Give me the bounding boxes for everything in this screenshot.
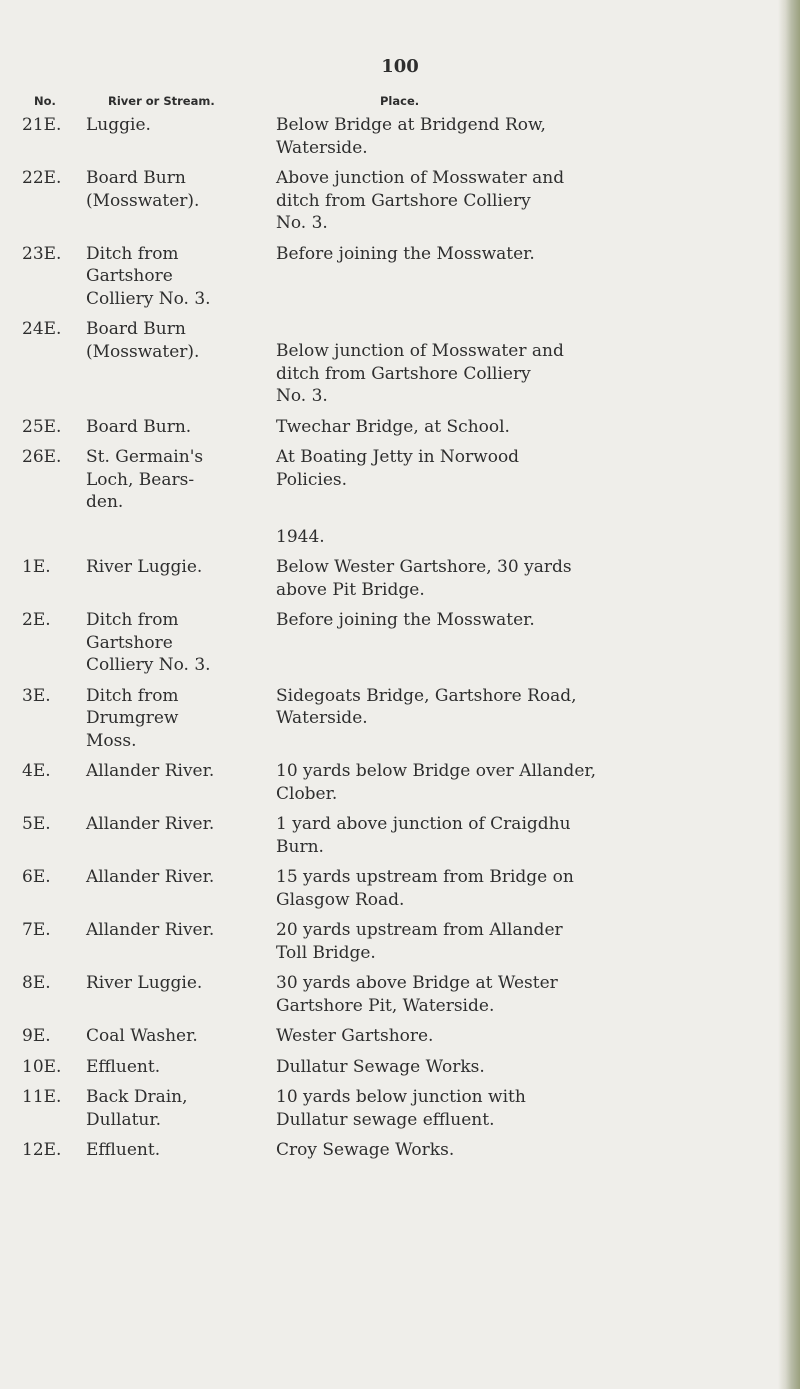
- row-place: 20 yards upstream from Allander Toll Bridge.: [276, 920, 563, 963]
- row-river: River Luggie.: [86, 973, 203, 993]
- row-number: 4E.: [22, 761, 51, 781]
- table-row: [0, 243, 780, 311]
- row-place: Sidegoats Bridge, Gartshore Road, Waterside.: [276, 685, 577, 728]
- row-river: Allander River.: [86, 920, 215, 940]
- row-number: 9E.: [22, 1026, 51, 1046]
- row-place: Dullatur Sewage Works.: [276, 1056, 485, 1077]
- row-number: 21E.: [22, 115, 62, 135]
- table-row: [0, 760, 780, 805]
- row-river: Effluent.: [86, 1056, 161, 1077]
- table-row: [0, 318, 780, 408]
- page-number: 100: [381, 56, 419, 77]
- table-row: [0, 1025, 780, 1048]
- row-number: 25E.: [22, 416, 62, 437]
- row-river: Luggie.: [86, 115, 151, 135]
- row-number: 7E.: [22, 920, 51, 940]
- row-river: St. Germain's Loch, Bears- den.: [86, 447, 204, 512]
- row-place: Below junction of Mosswater and ditch from Gartshore Colliery No. 3.: [276, 341, 564, 406]
- row-place: 30 yards above Bridge at Wester Gartshore Pit, Waterside.: [276, 973, 558, 1016]
- row-place: Before joining the Mosswater.: [276, 243, 535, 264]
- year-heading: 1944.: [276, 526, 325, 547]
- column-header-river: River or Stream.: [108, 94, 215, 108]
- row-river: Coal Washer.: [86, 1026, 198, 1046]
- row-number: 24E.: [22, 319, 62, 339]
- row-river: Board Burn (Mosswater).: [86, 319, 200, 362]
- table-row: [0, 1086, 780, 1131]
- row-number: 5E.: [22, 814, 51, 834]
- column-header-no: No.: [34, 94, 56, 108]
- row-number: 10E.: [22, 1056, 62, 1077]
- sampling-table: [0, 114, 780, 1162]
- row-place: At Boating Jetty in Norwood Policies.: [276, 447, 520, 490]
- row-number: 8E.: [22, 973, 51, 993]
- table-row: [0, 556, 780, 601]
- table-row: [0, 919, 780, 964]
- row-number: 23E.: [22, 243, 62, 264]
- row-place: Below Bridge at Bridgend Row, Waterside.: [276, 115, 546, 158]
- row-river: Board Burn.: [86, 416, 192, 437]
- row-river: Allander River.: [86, 761, 215, 781]
- row-place: Wester Gartshore.: [276, 1026, 434, 1046]
- row-river: Ditch from Gartshore Colliery No. 3.: [86, 610, 211, 675]
- row-river: Allander River.: [86, 814, 215, 834]
- row-number: 26E.: [22, 447, 62, 467]
- row-place: 10 yards below Bridge over Allander, Clober.: [276, 761, 597, 804]
- page-edge-shading: [778, 0, 800, 1389]
- row-number: 3E.: [22, 685, 51, 706]
- table-row: [0, 167, 780, 235]
- row-place: 10 yards below junction with Dullatur sewage effluent.: [276, 1087, 526, 1130]
- row-river: Board Burn (Mosswater).: [86, 168, 200, 211]
- row-river: Ditch from Gartshore Colliery No. 3.: [86, 243, 211, 309]
- row-number: 22E.: [22, 168, 62, 188]
- table-row: [0, 1139, 780, 1162]
- row-place: 15 yards upstream from Bridge on Glasgow Road.: [276, 867, 574, 910]
- row-place: Twechar Bridge, at School.: [276, 416, 510, 437]
- row-place: Croy Sewage Works.: [276, 1140, 455, 1160]
- row-number: 6E.: [22, 867, 51, 887]
- column-header-place: Place.: [380, 94, 420, 108]
- table-row: [0, 416, 780, 439]
- row-place: Below Wester Gartshore, 30 yards above Pit Bridge.: [276, 557, 572, 600]
- row-river: Allander River.: [86, 867, 215, 887]
- table-row: [0, 866, 780, 911]
- row-river: Ditch from Drumgrew Moss.: [86, 685, 179, 751]
- row-number: 1E.: [22, 557, 51, 577]
- table-row: [0, 1056, 780, 1079]
- row-place: Before joining the Mosswater.: [276, 610, 535, 630]
- row-river: Effluent.: [86, 1140, 161, 1160]
- table-row: [0, 813, 780, 858]
- table-row: [0, 609, 780, 677]
- row-river: River Luggie.: [86, 557, 203, 577]
- table-row: [0, 972, 780, 1017]
- table-row: [0, 685, 780, 753]
- row-number: 2E.: [22, 610, 51, 630]
- table-row: [0, 446, 780, 514]
- row-place: 1 yard above junction of Craigdhu Burn.: [276, 814, 571, 857]
- row-river: Back Drain, Dullatur.: [86, 1087, 188, 1130]
- row-number: 11E.: [22, 1087, 62, 1107]
- row-number: 12E.: [22, 1140, 62, 1160]
- row-place: Above junction of Mosswater and ditch from Gartshore Colliery No. 3.: [276, 168, 565, 233]
- table-row: [0, 114, 780, 159]
